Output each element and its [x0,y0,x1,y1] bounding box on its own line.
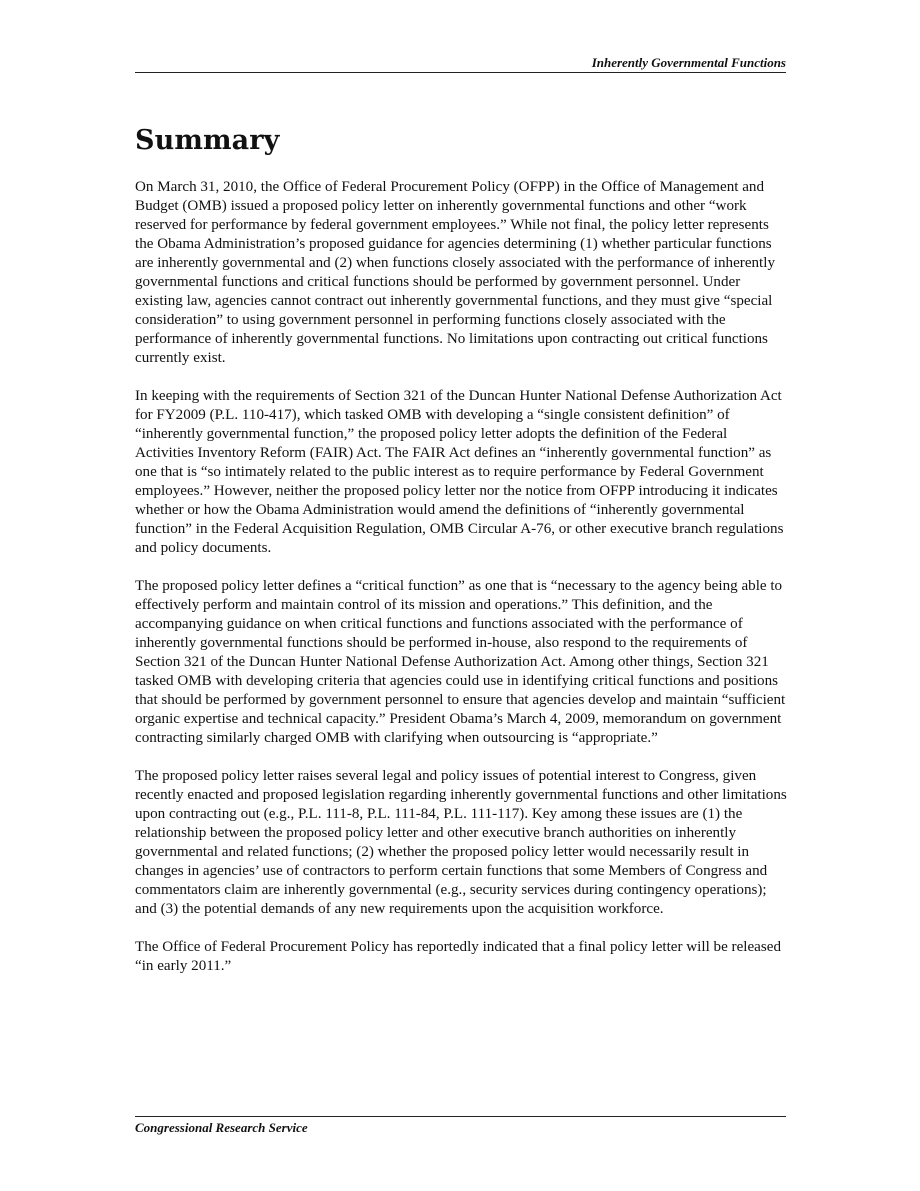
paragraph-1: On March 31, 2010, the Office of Federal Procurement Policy (OFPP) in the Office of Management and Budget (OMB) issued a proposed policy letter on inherently governmental functions and other “work reserved for performance by federal government employees.” While not final, the policy letter represents the Obama Administration’s proposed guidance for agencies determining (1) whether particular functions are inherently governmental and (2) when functions closely associated with the performance of inherently governmental functions and critical functions should be performed by government personnel. Under existing law, agencies cannot contract out inherently governmental functions, and they must give “special consideration” to using government personnel in performing functions closely associated with the performance of inherently governmental functions. No limitations upon contracting out critical functions currently exist. [135,179,775,366]
footer-rule [135,1116,786,1117]
section-title: Summary [135,125,280,156]
paragraph-2: In keeping with the requirements of Section 321 of the Duncan Hunter National Defense Authorization Act for FY2009 (P.L. 110-417), which tasked OMB with developing a “single consistent definition” of “inherently governmental function,” the proposed policy letter adopts the definition of the Federal Activities Inventory Reform (FAIR) Act. The FAIR Act defines an “inherently governmental function” as one that is “so intimately related to the public interest as to require performance by Federal Government employees.” However, neither the proposed policy letter nor the notice from OFPP introducing it indicates whether or how the Obama Administration would amend the definitions of “inherently governmental function” in the Federal Acquisition Regulation, OMB Circular A-76, or other executive branch regulations and policy documents. [135,388,784,556]
paragraph-5: The Office of Federal Procurement Policy has reportedly indicated that a final policy letter will be released “in early 2011.” [135,939,781,974]
running-footer: Congressional Research Service [135,1120,308,1135]
summary-body [135,178,787,995]
paragraph-3: The proposed policy letter defines a “critical function” as one that is “necessary to the agency being able to effectively perform and maintain control of its mission and operations.” This definition, and the accompanying guidance on when critical functions and functions associated with the performance of inherently governmental functions should be performed in-house, also respond to the requirements of Section 321 of the Duncan Hunter National Defense Authorization Act. Among other things, Section 321 tasked OMB with developing criteria that agencies could use in identifying critical functions and positions that should be performed by government personnel to ensure that agencies develop and maintain “sufficient organic expertise and technical capacity.” President Obama’s March 4, 2009, memorandum on government contracting similarly charged OMB with clarifying when outsourcing is “appropriate.” [135,578,786,746]
paragraph-4: The proposed policy letter raises several legal and policy issues of potential interest to Congress, given recently enacted and proposed legislation regarding inherently governmental functions and other limitations upon contracting out (e.g., P.L. 111-8, P.L. 111-84, P.L. 111-117). Key among these issues are (1) the relationship between the proposed policy letter and other executive branch authorities on inherently governmental and related functions; (2) whether the proposed policy letter would necessarily result in changes in agencies’ use of contractors to perform certain functions that some Members of Congress and commentators claim are inherently governmental (e.g., security services during contingency operations); and (3) the potential demands of any new requirements upon the acquisition workforce. [135,768,787,917]
header-rule [135,72,786,73]
running-header: Inherently Governmental Functions [591,55,786,70]
